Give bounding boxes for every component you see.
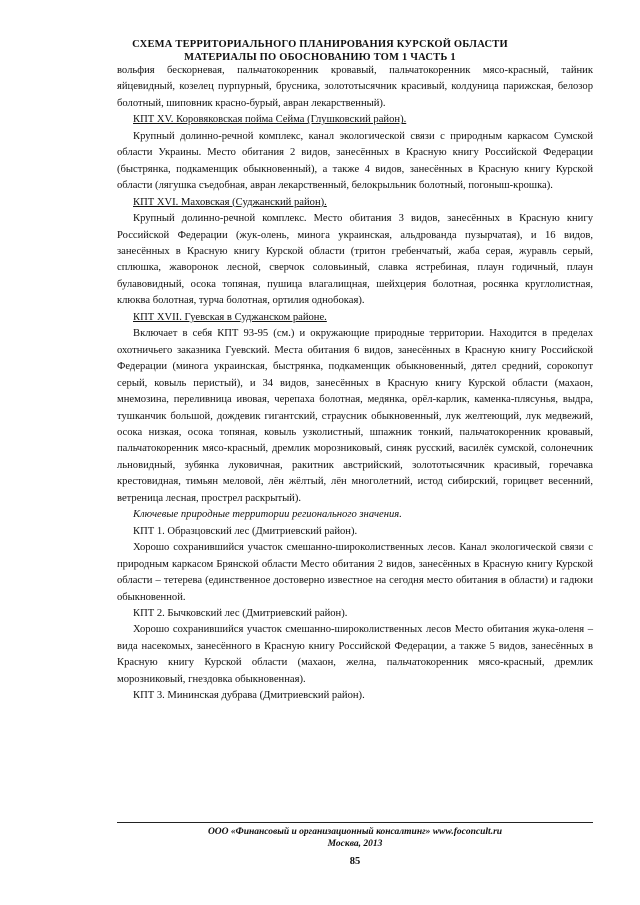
paragraph-kpt-xv: Крупный долинно-речной комплекс, канал экологической связи с природным каркасом Сумской области Украины. Место обитания 2 видов, занесённых в Красную книгу Российской Федерации (быстрянка, подкаменщик обыкновенный), а также 4 видов, занесённых в Красную книгу Курской области (лягушка съедобная, авран лекарственный, белокрыльник болотный, погоныш-крошка). — [117, 130, 593, 192]
header-subtitle: МАТЕРИАЛЫ ПО ОБОСНОВАНИЮ ТОМ 1 ЧАСТЬ 1 — [184, 52, 456, 63]
document-footer — [117, 826, 593, 850]
header-title: СХЕМА ТЕРРИТОРИАЛЬНОГО ПЛАНИРОВАНИЯ КУРСКОЙ ОБЛАСТИ — [132, 39, 508, 50]
item-title-kpt-1: КПТ 1. Образцовский лес (Дмитриевский район). — [133, 525, 358, 537]
item-title-kpt-2: КПТ 2. Бычковский лес (Дмитриевский район). — [133, 607, 348, 619]
document-body — [117, 63, 593, 705]
footer-company: ООО «Финансовый и организационный консалтинг» www.foconcult.ru — [207, 827, 503, 837]
subsection-heading-regional: Ключевые природные территории регионального значения. — [133, 509, 402, 521]
page-number: 85 — [349, 856, 361, 867]
section-title-kpt-xv: КПТ XV. Коровяковская пойма Сейма (Глушковский район). — [133, 114, 407, 126]
document-header — [0, 38, 640, 64]
paragraph-kpt-1: Хорошо сохранившийся участок смешанно-широколиственных лесов. Канал экологической связи с природным каркасом Брянской области Место обитания 2 видов, занесённых в Красную книгу Курской области – тетерева (единственное достоверно известное на сегодня место обитания в области) и гадюки обыкновенной. — [117, 542, 593, 603]
paragraph-kpt-xvi: Крупный долинно-речной комплекс. Место обитания 3 видов, занесённых в Красную книгу Российской Федерации (жук-олень, минога украинская, альдрованда пузырчатая), и 16 видов, занесённых в Красную книгу Курской области (тритон гребенчатый, жаба серая, журавль серый, сплюшка, жаворонок лесной, сверчок соловьиный, славка ястребиная, плаун годичный, плаун булавовидный, осока топяная, пушица влагалищная, шейхцерия болотная, росянка круглолистная, клюква болотная, турча болотная, ортилия однобокая). — [117, 213, 593, 307]
section-title-kpt-xvi: КПТ XVI. Маховская (Суджанский район). — [133, 196, 327, 208]
paragraph-continued-list: вольфия бескорневая, пальчатокоренник кровавый, пальчатокоренник мясо-красный, тайник яйцевидный, козелец пурпурный, брусника, золототысячник красивый, колдуница парижская, белозор болотный, шиповник красно-бурый, авран лекарственный). — [117, 65, 593, 109]
item-title-kpt-3: КПТ 3. Мининская дубрава (Дмитриевский район). — [133, 690, 365, 702]
paragraph-kpt-xvii: Включает в себя КПТ 93-95 (см.) и окружающие природные территории. Находится в пределах охотничьего заказника Гуевский. Места обитания 6 видов, занесённых в Красную книгу Российской Федерации (минога украинская, быстрянка, подкаменщик обыкновенный, дятел средний, сорокопут серый, ковыль перистый), и 34 видов, занесённых в Красную книгу Курской области (махаон, мнемозина, переливница ивовая, черепаха болотная, медянка, орёл-карлик, каменка-плясунья, выдра, тушканчик большой, дождевик гигантский, страусник обыкновенный, лук желтеющий, лук медвежий, осока низкая, осока топяная, ковыль узколистный, шпажник тонкий, пальчатокоренник кровавый, пальчатокоренник мясо-красный, дремлик морозниковый, синяк русский, василёк сумской, солонечник льновидный, зубянка луковичная, ракитник австрийский, золототысячник красивый, горечавка крестовидная, тимьян меловой, лён жёлтый, лён многолетний, истод сибирский, горицвет весенний, ветреница лесная, прострел раскрытый). — [117, 328, 593, 504]
footer-divider — [117, 822, 593, 823]
footer-city-year: Москва, 2013 — [327, 839, 383, 849]
paragraph-kpt-2: Хорошо сохранившийся участок смешанно-широколиственных лесов Место обитания жука-оленя – вида насекомых, занесённого в Красную книгу Российской Федерации, а также 5 видов, занесённых в Красную книгу Курской области (махаон, желна, пальчатокоренник мясо-красный, дремлик морозниковый, гнездовка обыкновенная). — [117, 624, 593, 685]
section-title-kpt-xvii: КПТ XVII. Гуевская в Суджанском районе. — [133, 311, 327, 323]
